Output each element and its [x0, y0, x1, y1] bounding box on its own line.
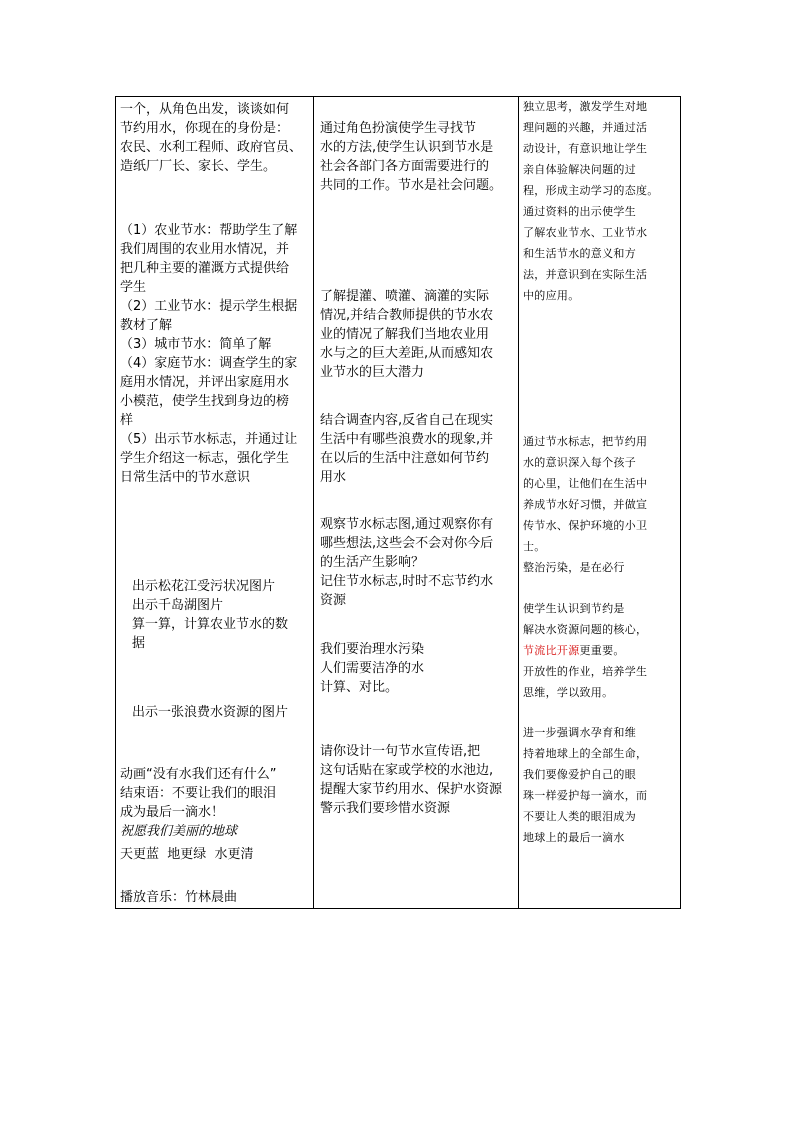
- col3-block-4: 进一步强调水孕育和维 持着地球上的全部生命， 我们要像爱护自己的眼 珠一样爱护每一滴水，而 不要让人类的眼泪成为 地球上的最后一滴水: [523, 726, 648, 844]
- col2-block-2: 了解提灌、喷灌、滴灌的实际 情况,并结合教师提供的节水农 业的情况了解我们当地农业用 水与之的巨大差距,从而感知农 业节水的巨大潜力: [320, 289, 494, 380]
- col1-block-3: 出示松花江受污状况图片 出示千岛湖图片 算一算，计算农业节水的数 据: [132, 579, 289, 651]
- col1-block-1: 一个，从角色出发，谈谈如何 节约用水，你现在的身份是： 农民、水利工程师、政府官员、 造纸厂厂长、家长、学生。: [120, 102, 303, 174]
- col1-block-2: （1）农业节水：帮助学生了解 我们周围的农业用水情况，并 把几种主要的灌溉方式提供给 学生 （2）工业节水：提示学生根据 教材了解 （3）城市节水：简单了解 （4）家庭节水：调查学生的家 庭用水情况，并评出家庭用水 小模范，使学生找到身边的榜 样 （5）出示节水标志，并通过让 学生介绍这一标志，强化学生 日常生活中的节水意识: [120, 223, 298, 485]
- col1-block-5: 动画“没有水我们还有什么” 结束语：不要让我们的眼泪 成为最后一滴水！: [120, 767, 277, 820]
- col1-slogan-line: 天更蓝 地更绿 水更清: [120, 847, 254, 862]
- col1-block-6: 播放音乐：竹林晨曲: [120, 890, 238, 905]
- col3-block-1: 独立思考，激发学生对地 理问题的兴趣，并通过活 动设计，有意识地让学生 亲自体验解决问题的过 程，形成主动学习的态度。 通过资料的出示使学生 了解农业节水、工业节水 和生活节水的意义和方 法，并意识到在实际生活 中的应用。: [523, 100, 659, 302]
- col2-block-6: 请你设计一句节水宣传语,把 这句话贴在家或学校的水池边, 提醒大家节约用水、保护水资源 警示我们要珍惜水资源: [320, 744, 503, 816]
- col3-block-2: 通过节水标志，把节约用 水的意识深入每个孩子 的心里，让他们在生活中 养成节水好习惯，并做宣 传节水、保护环境的小卫 士。 整治污染，是在必行: [523, 435, 648, 574]
- col1-block-4: 出示一张浪费水资源的图片: [132, 705, 289, 720]
- col2-block-3: 结合调查内容,反省自己在现实 生活中有哪些浪费水的现象,并 在以后的生活中注意如何节约 用水: [320, 413, 494, 485]
- student-activity-column: [313, 97, 518, 908]
- col2-block-5: 我们要治理水污染 人们需要洁净的水 计算、对比。: [320, 642, 425, 695]
- col3-highlight-text: 节流比开源: [523, 644, 580, 657]
- lesson-plan-table: [115, 96, 681, 909]
- col3-block-3: [523, 598, 647, 703]
- col3-block-3-text: 使学生认识到节约是 解决水资源问题的核心，: [523, 602, 648, 636]
- design-intent-column: [518, 97, 682, 908]
- col3-block-3-tail: 更重要。 开放性的作业，培养学生 思维，学以致用。: [523, 644, 648, 699]
- teacher-activity-column: [116, 97, 312, 908]
- col2-block-1: 通过角色扮演使学生寻找节 水的方法,使学生认识到节水是 社会各部门各方面需要进行的 共同的工作。节水是社会问题。: [320, 121, 503, 193]
- col1-wish-line: 祝愿我们美丽的地球: [120, 824, 238, 839]
- col2-block-4: 观察节水标志图,通过观察你有 哪些想法,这些会不会对你今后 的生活产生影响？ 记住节水标志,时时不忘节约水 资源: [320, 517, 494, 608]
